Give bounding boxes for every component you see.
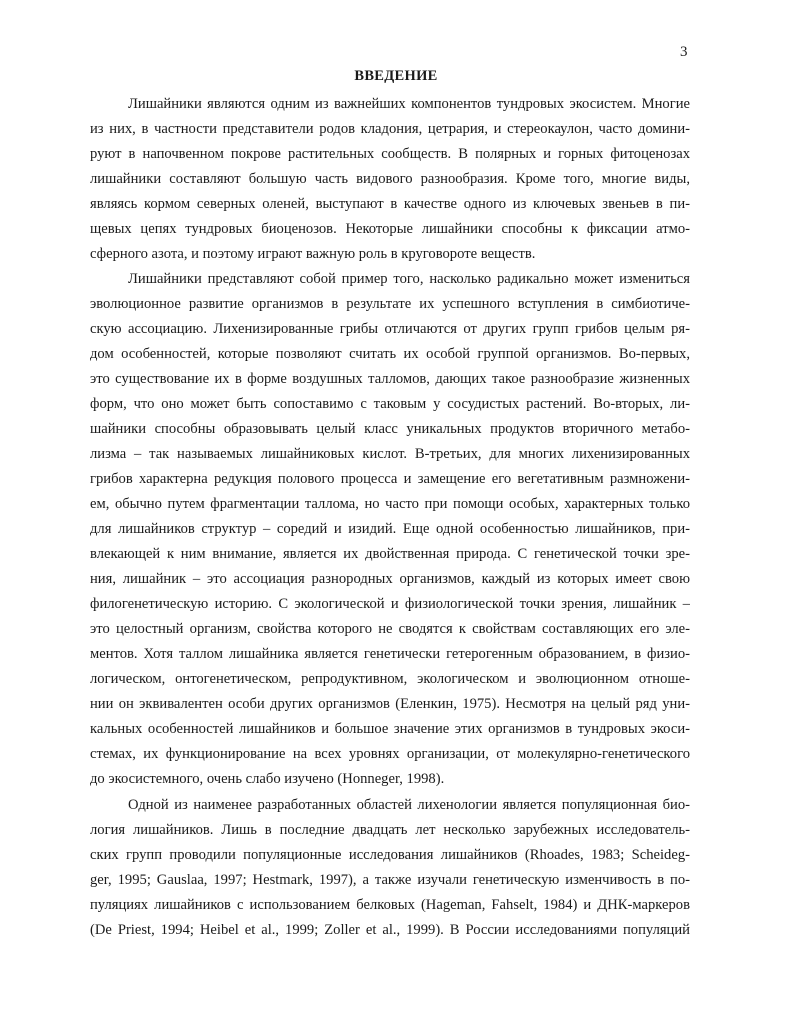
text-line: нии он эквивалентен особи других организмов (Еленкин, 1975). Несмотря на целый ряд уни- <box>90 696 690 712</box>
text-line: грибов характерна редукция полового процесса и замещение его вегетативным размножени- <box>90 471 690 487</box>
text-line: это существование их в форме воздушных талломов, дающих такое разнообразие жизненных <box>90 371 690 387</box>
text-line: из них, в частности представители родов кладония, цетрария, и стереокаулон, часто домини- <box>90 121 690 137</box>
text-line: шайники способны образовывать целый класс уникальных продуктов вторичного метабо- <box>90 421 690 437</box>
text-line: пуляциях лишайников с использованием белковых (Hageman, Fahselt, 1984) и ДНК-маркеров <box>90 897 690 913</box>
text-line: ния, лишайник – это ассоциация разнородных организмов, каждый из которых имеет свою <box>90 571 690 587</box>
text-line: Одной из наименее разработанных областей лихенологии является популяционная био- <box>128 797 690 813</box>
text-line: ger, 1995; Gauslaa, 1997; Hestmark, 1997), а также изучали генетическую изменчивость в по- <box>90 872 690 888</box>
text-line: Лишайники являются одним из важнейших компонентов тундровых экосистем. Многие <box>128 96 690 112</box>
text-line: эволюционное развитие организмов в результате их успешного вступления в симбиотиче- <box>90 296 690 312</box>
text-line: лишайники составляют большую часть видового разнообразия. Кроме того, многие виды, <box>90 171 690 187</box>
page-number: 3 <box>680 44 688 60</box>
text-line: логическом, онтогенетическом, репродуктивном, экологическом и эволюционном отноше- <box>90 671 690 687</box>
text-line: влекающей к ним внимание, является их двойственная природа. С генетической точки зре- <box>90 546 690 562</box>
text-line: ских групп проводили популяционные исследования лишайников (Rhoades, 1983; Scheideg- <box>90 847 690 863</box>
text-line: являясь кормом северных оленей, выступают в качестве одного из ключевых звеньев в пи- <box>90 196 690 212</box>
text-line: руют в напочвенном покрове растительных сообществ. В полярных и горных фитоценозах <box>90 146 690 162</box>
text-line: ем, обычно путем фрагментации таллома, но часто при помощи особых, характерных только <box>90 496 690 512</box>
text-line: лизма – так называемых лишайниковых кислот. В-третьих, для многих лихенизированных <box>90 446 690 462</box>
text-line: кальных особенностей лишайников и большое значение этих организмов в тундровых экоси- <box>90 721 690 737</box>
text-line: до экосистемного, очень слабо изучено (Honneger, 1998). <box>90 771 445 787</box>
text-line: щевых цепях тундровых биоценозов. Некоторые лишайники способны к фиксации атмо- <box>90 221 690 237</box>
text-line: это целостный организм, свойства которого не сводятся к свойствам составляющих его эле- <box>90 621 690 637</box>
text-line: форм, что оно может быть сопоставимо с таковым у сосудистых растений. Во-вторых, ли- <box>90 396 690 412</box>
text-line: логия лишайников. Лишь в последние двадцать лет несколько зарубежных исследователь- <box>90 822 690 838</box>
text-line: скую ассоциацию. Лихенизированные грибы отличаются от других групп грибов целым ря- <box>90 321 690 337</box>
section-heading: ВВЕДЕНИЕ <box>354 68 438 84</box>
text-line: сферного азота, и поэтому играют важную роль в круговороте веществ. <box>90 246 536 262</box>
text-line: стемах, их функционирование на всех уровнях организации, от молекулярно-генетического <box>90 746 690 762</box>
text-line: филогенетическую историю. С экологической и физиологической точки зрения, лишайник – <box>90 596 690 612</box>
text-line: Лишайники представляют собой пример того, насколько радикально может измениться <box>128 271 690 287</box>
text-line: (De Priest, 1994; Heibel et al., 1999; Zoller et al., 1999). В России исследованиями популяций <box>90 922 690 938</box>
text-line: для лишайников структур – соредий и изидий. Еще одной особенностью лишайников, при- <box>90 521 690 537</box>
text-line: дом особенностей, которые позволяют считать их особой группой организмов. Во-первых, <box>90 346 690 362</box>
text-line: ментов. Хотя таллом лишайника является генетически гетерогенным образованием, в физио- <box>90 646 690 662</box>
